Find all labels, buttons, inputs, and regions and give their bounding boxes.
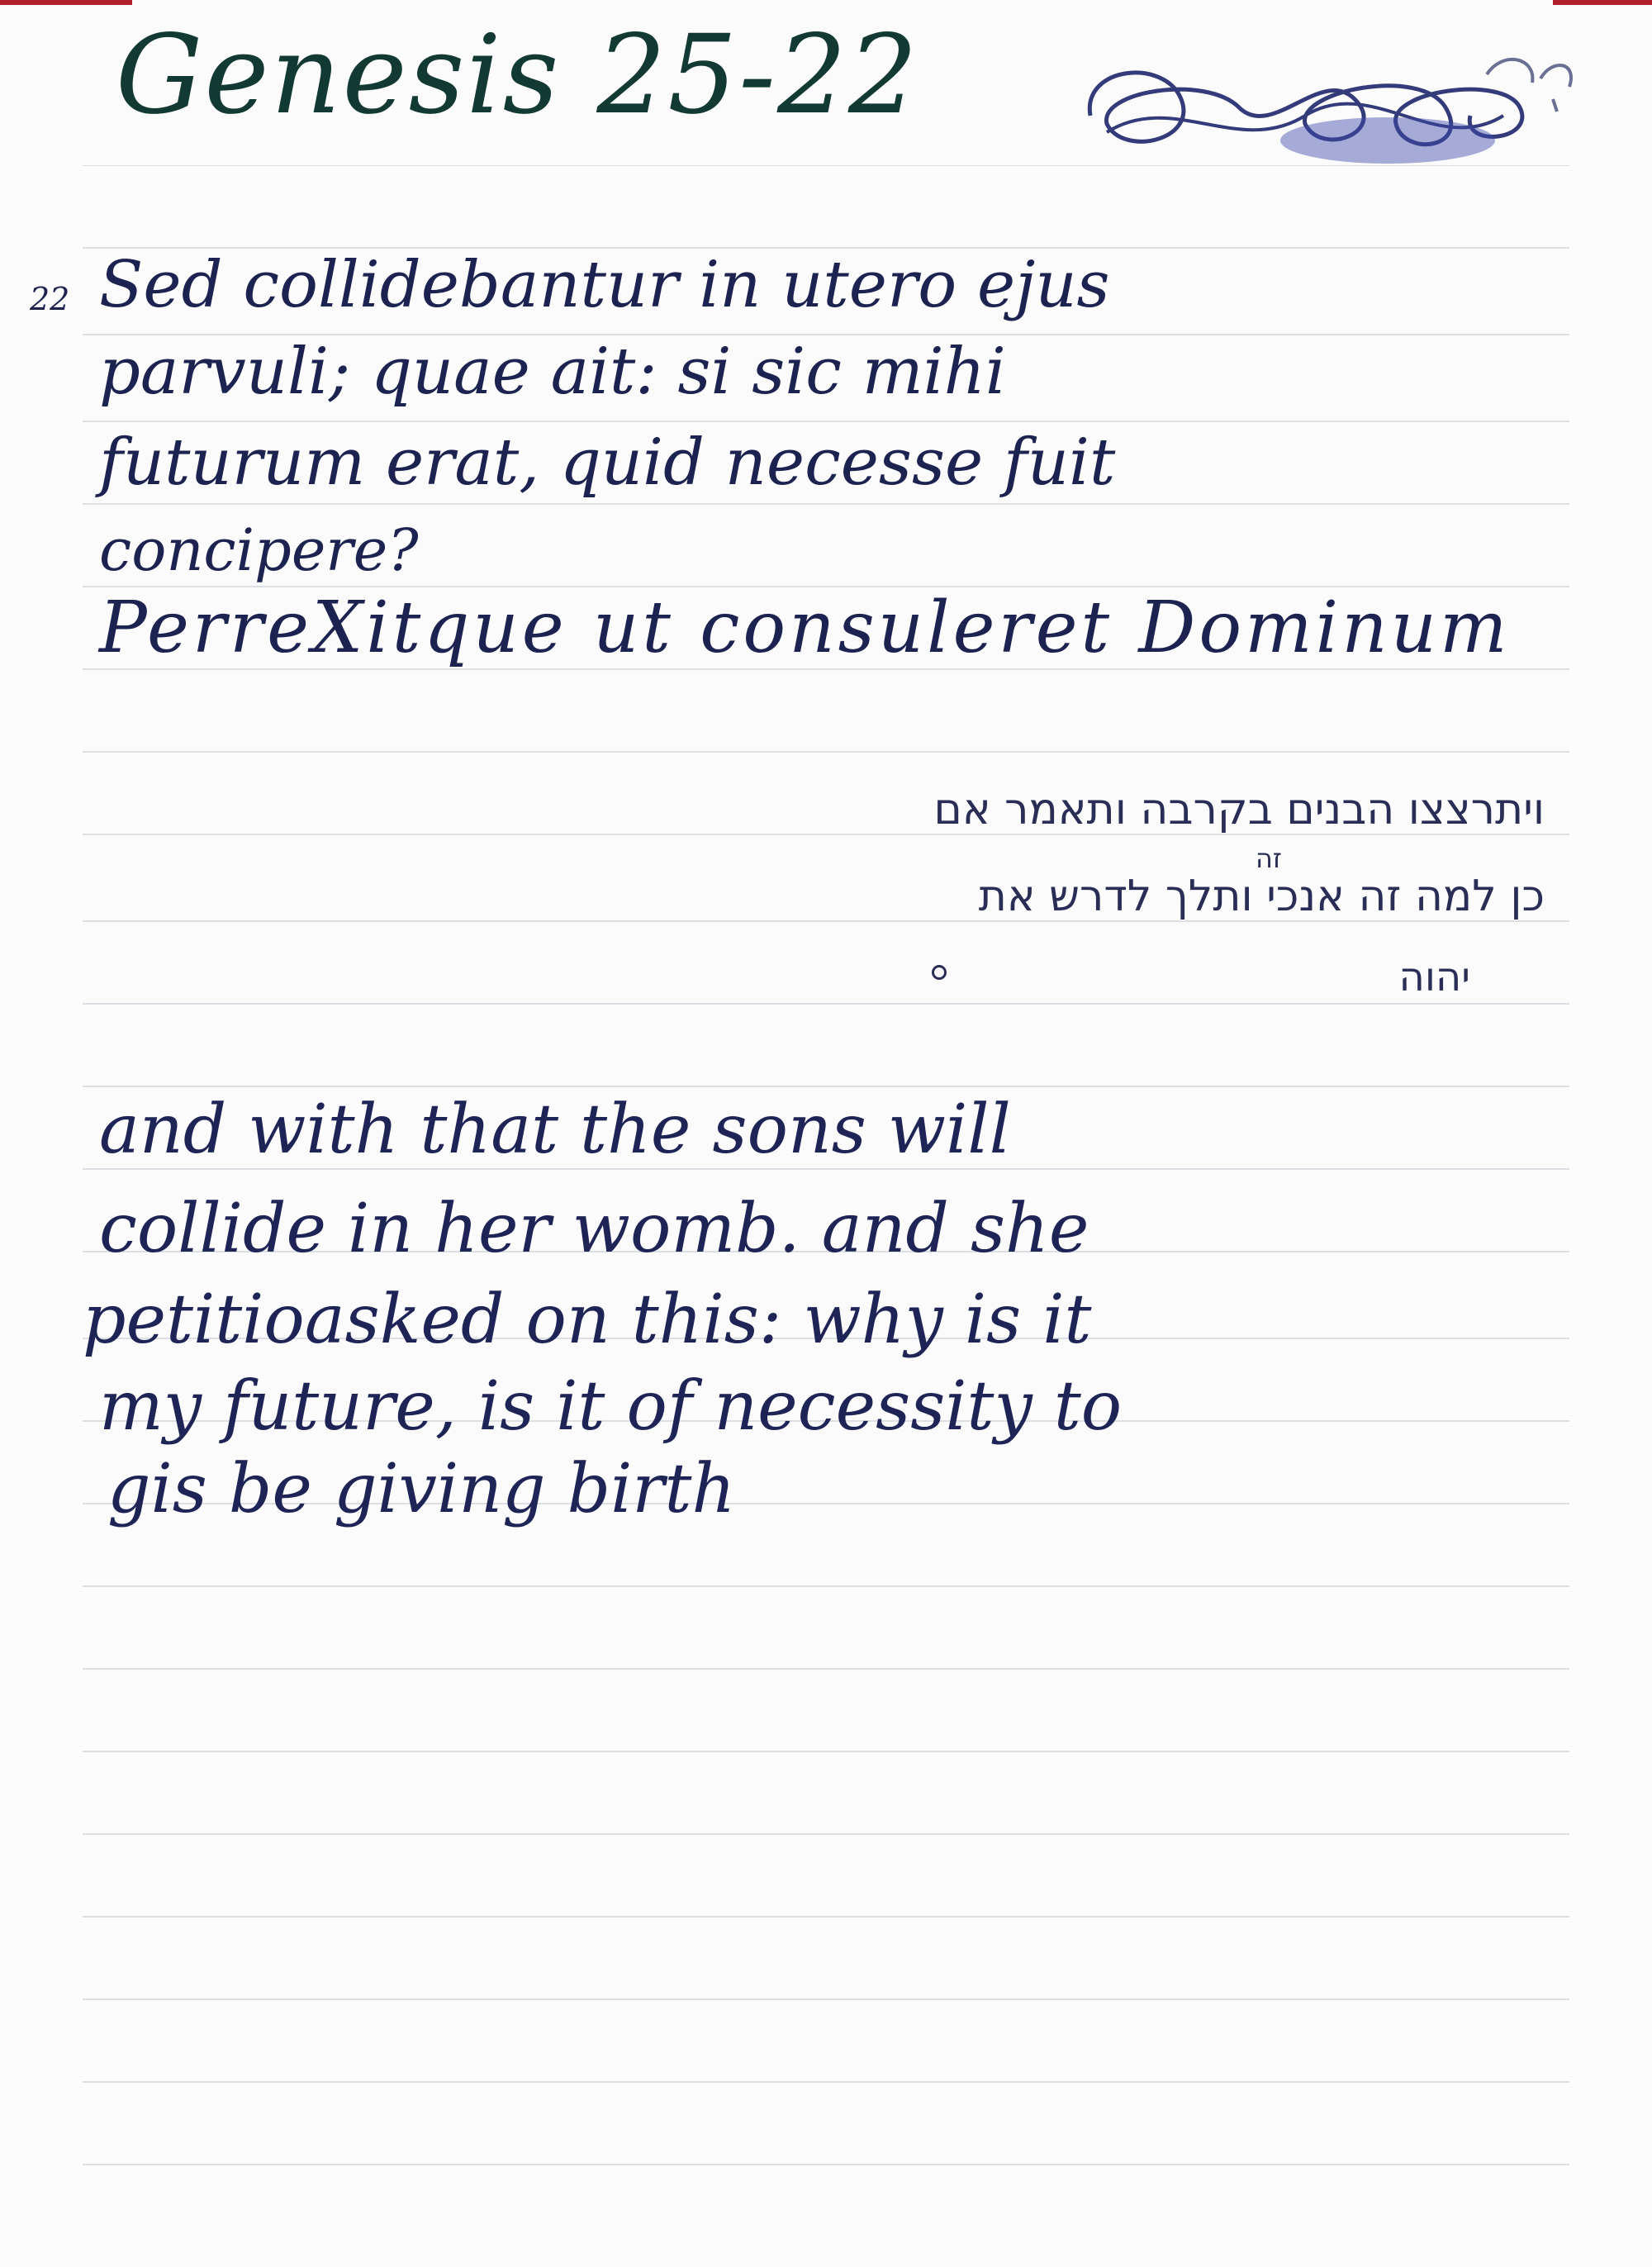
latin-line-4: concipere? (99, 516, 419, 584)
crossed-out-scribble (1074, 41, 1586, 173)
hebrew-line-2: כן למה זה אנכי ותלך לדרש את (978, 872, 1545, 921)
hebrew-superscript: זה (1256, 843, 1282, 874)
latin-line-5: PerreXitque ut consuleret Dominum (99, 587, 1511, 669)
english-line-4: my future, is it of necessity to (99, 1367, 1123, 1446)
latin-line-2: parvuli; quae ait: si sic mihi (99, 335, 1006, 409)
hebrew-line-3: יהוה (1398, 954, 1470, 1000)
latin-line-1: Sed collidebantur in utero ejus (99, 248, 1110, 322)
latin-line-3: futurum erat, quid necesse fuit (99, 425, 1116, 500)
page-title: Genesis 25-22 (116, 12, 919, 139)
verse-number: 22 (30, 281, 70, 317)
ink-dot (932, 965, 947, 980)
hebrew-line-1: ויתרצצו הבנים בקרבה ותאמר אם (933, 785, 1545, 834)
english-line-5: gis be giving birth (107, 1450, 736, 1528)
english-line-1: and with that the sons will (99, 1091, 1011, 1169)
english-line-2: collide in her womb. and she (99, 1190, 1089, 1268)
english-line-3: petitioasked on this: why is it (83, 1281, 1092, 1359)
notebook-corner-edge (0, 0, 1652, 5)
